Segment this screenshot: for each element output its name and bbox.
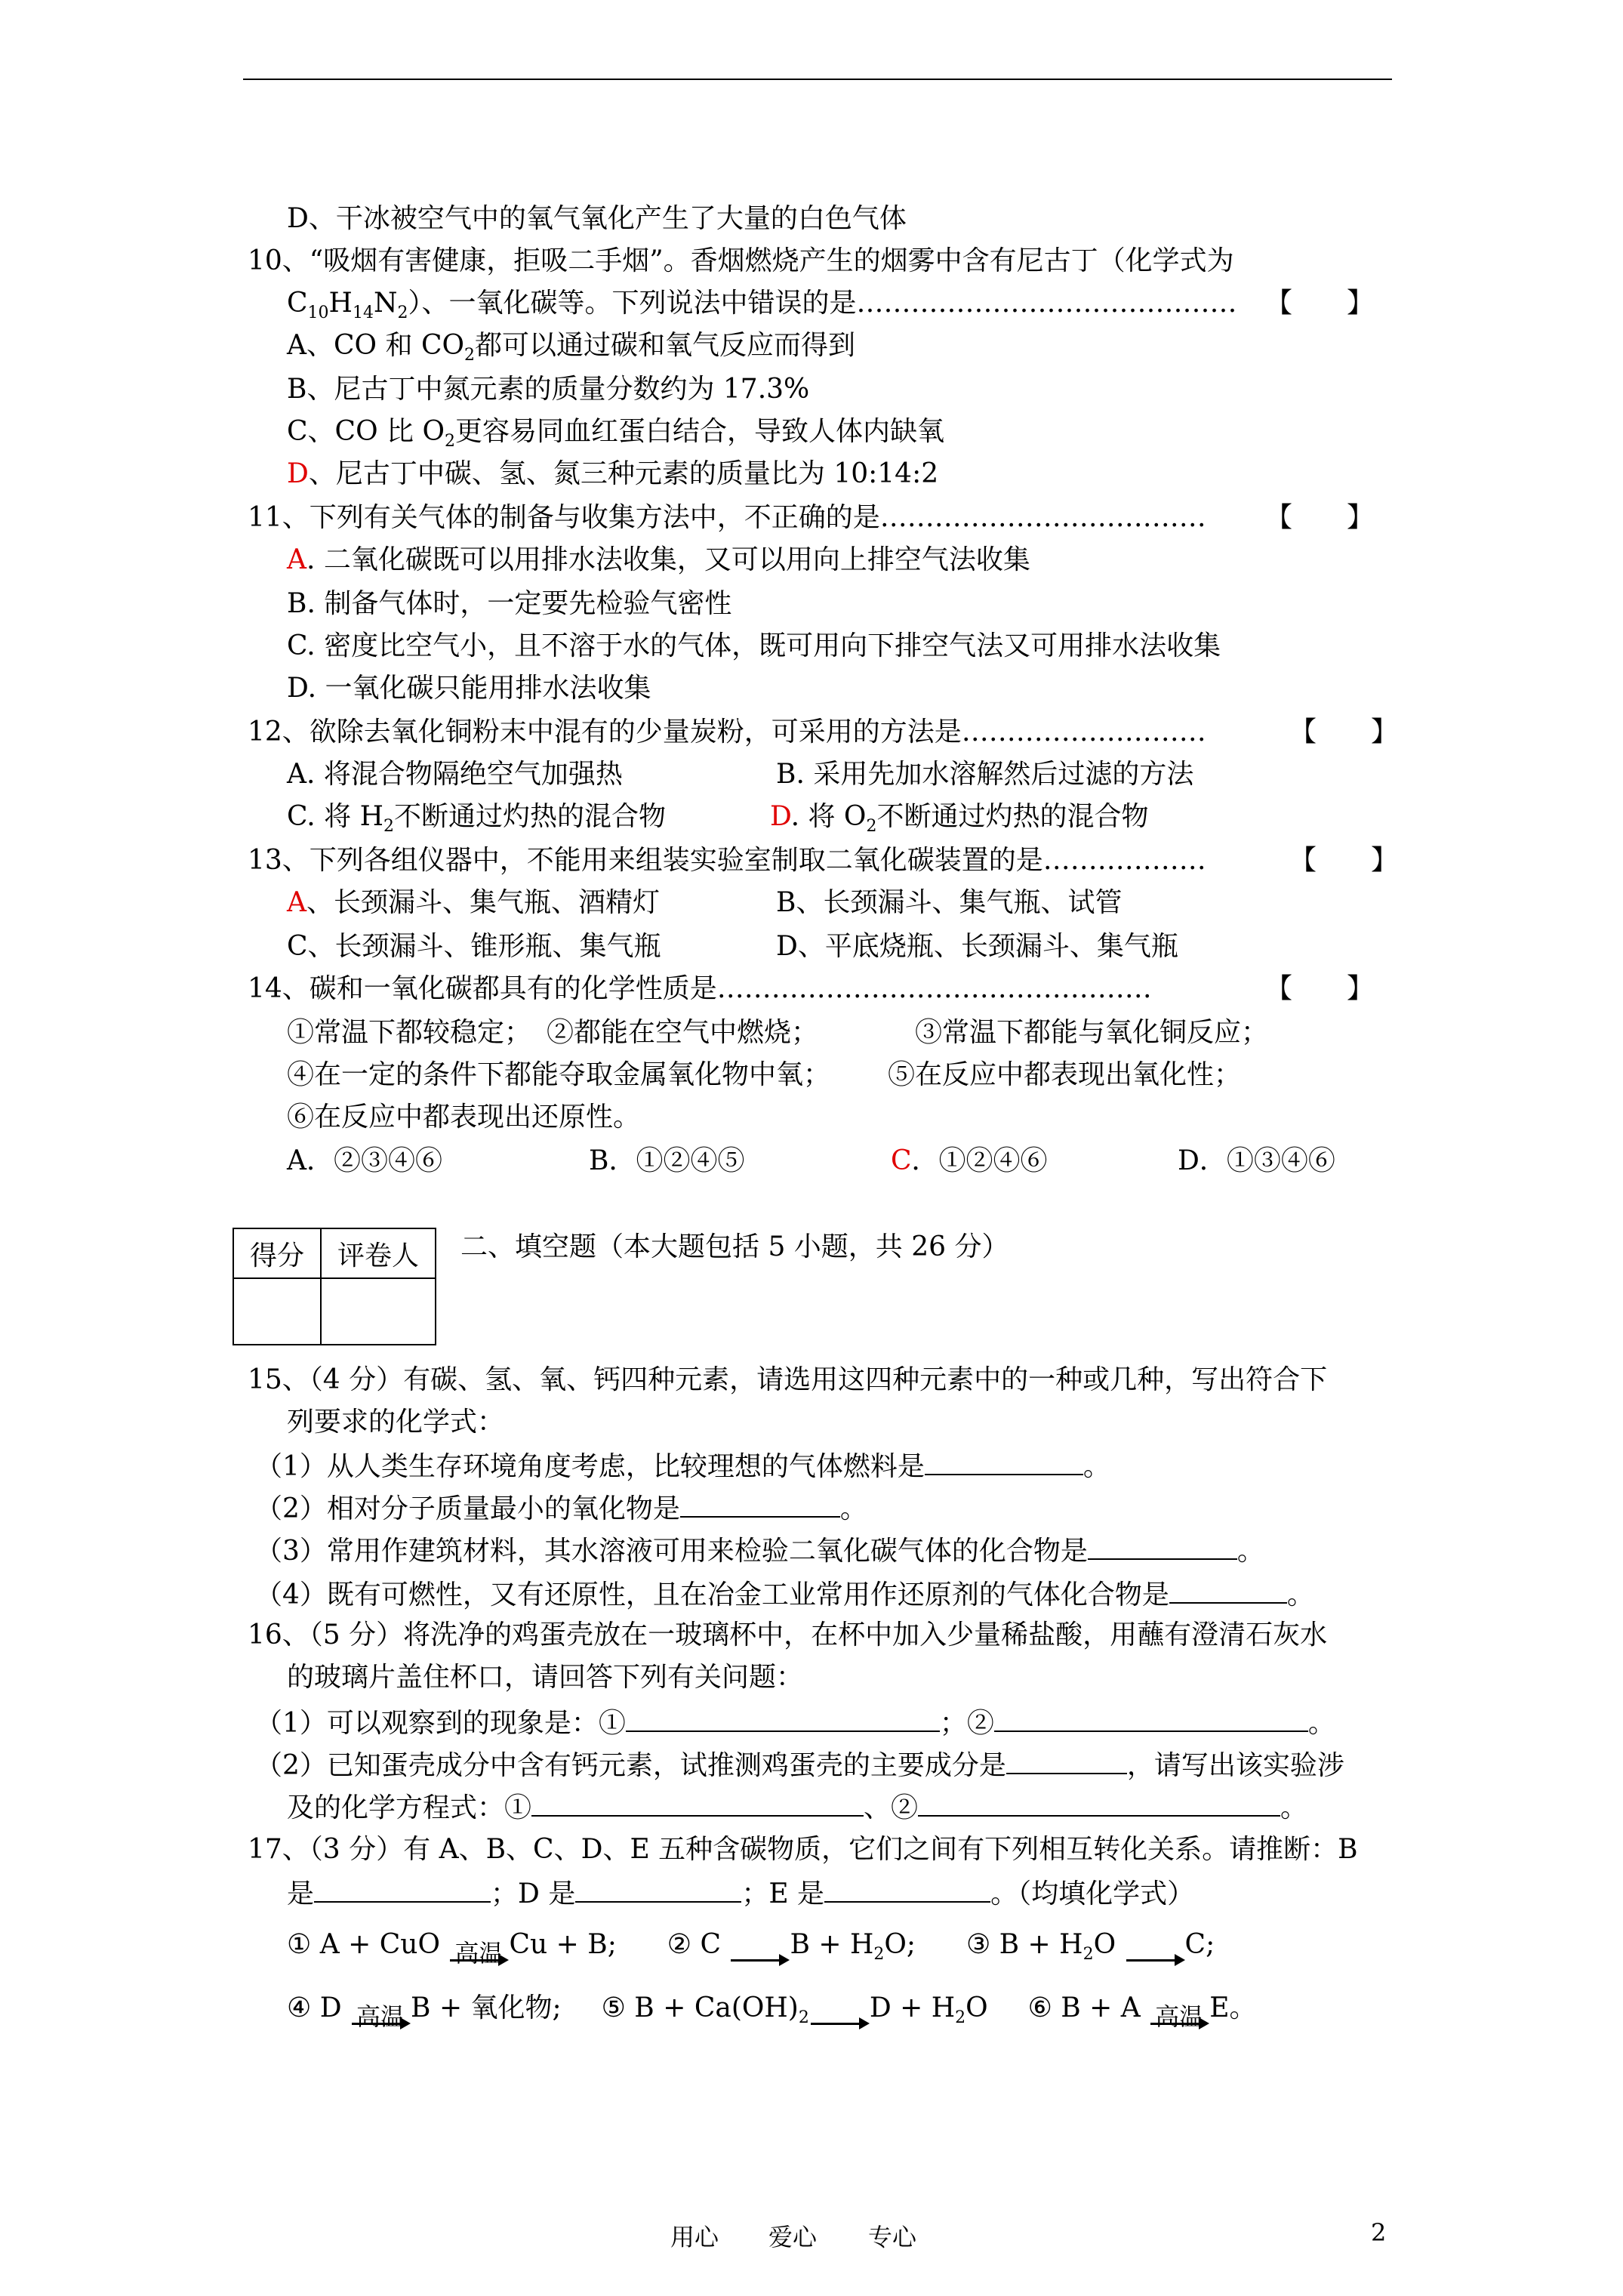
q14-prop-4: ④在一定的条件下都能夺取金属氧化物中氧；: [287, 1059, 831, 1090]
q10-answer-bracket: 【 】: [1265, 288, 1375, 319]
q11-stem: 11、下列有关气体的制备与收集方法中，不正确的是………………………………: [248, 502, 1206, 533]
footer-word-2: 爱心: [768, 2223, 818, 2251]
q11-answer-bracket: 【 】: [1265, 502, 1375, 533]
q14-prop-5: ⑤在反应中都表现出氧化性；: [888, 1059, 1242, 1090]
reaction-5: ⑤ $B + Ca(OH)_2$ $D + H_2O$: [602, 1992, 988, 2023]
q16-blank-1[interactable]: [626, 1705, 940, 1732]
reaction-3: ③ $B + H_2O$ C;: [966, 1929, 1215, 1960]
q15-blank-1[interactable]: [925, 1448, 1083, 1475]
q10-option-b: B、尼古丁中氮元素的质量分数约为 17.3%: [287, 374, 810, 405]
q9-option-d: D、干冰被空气中的氧气氧化产生了大量的白色气体: [287, 203, 907, 234]
q12-option-a: A. 将混合物隔绝空气加强热: [287, 759, 623, 790]
footer-word-3: 专心: [868, 2223, 917, 2251]
q14-prop-2: ②都能在空气中燃烧；: [547, 1017, 819, 1048]
q17-blank-b[interactable]: [314, 1875, 491, 1903]
q12-option-b: B. 采用先加水溶解然后过滤的方法: [776, 759, 1194, 790]
q10-option-c: C、CO 比 $O_2$更容易同血红蛋白结合，导致人体内缺氧: [287, 416, 945, 451]
reaction-2: ② C $B + H_2O$;: [667, 1929, 916, 1960]
arrow-icon: [809, 2002, 870, 2035]
q16-stem: 16、（5 分）将洗净的鸡蛋壳放在一玻璃杯中，在杯中加入少量稀盐酸，用蘸有澄清石灰水: [248, 1620, 1328, 1650]
q14-stem: 14、碳和一氧化碳都具有的化学性质是…………………………………………: [248, 973, 1152, 1004]
q12-stem: 12、欲除去氧化铜粉末中混有的少量炭粉，可采用的方法是………………………: [248, 717, 1206, 747]
q14-option-c: C．①②④⑥: [891, 1145, 1048, 1176]
q13-answer-bracket: 【 】: [1289, 845, 1399, 876]
arrow-high-temp-icon: 高温: [1149, 2002, 1209, 2035]
q12-answer-bracket: 【 】: [1289, 717, 1399, 747]
q14-answer-bracket: 【 】: [1265, 973, 1375, 1004]
q16-blank-3[interactable]: [1006, 1747, 1127, 1774]
q15-blank-2[interactable]: [680, 1490, 840, 1518]
score-cell[interactable]: [233, 1278, 321, 1345]
q15-sub-1: （1）从人类生存环境角度考虑，比较理想的气体燃料是 。: [255, 1448, 1110, 1484]
q17-reaction-row-2: [287, 1992, 1257, 2035]
score-label: 得分: [233, 1228, 321, 1278]
arrow-icon: [1125, 1938, 1185, 1971]
q13-option-a: A、长颈漏斗、集气瓶、酒精灯: [287, 887, 661, 918]
q12-option-c: C. 将 $H_2$不断通过灼热的混合物: [287, 801, 667, 837]
q13-option-d: D、平底烧瓶、长颈漏斗、集气瓶: [776, 931, 1178, 962]
q10-stem-2: $C_{10}H_{14}N_2$）、一氧化碳等。下列说法中错误的是……………………………………: [287, 288, 1237, 323]
q16-blank-5[interactable]: [918, 1789, 1280, 1817]
score-table: [233, 1228, 436, 1345]
q12-option-d: D. 将 $O_2$不断通过灼热的混合物: [770, 801, 1149, 837]
q17-blank-d[interactable]: [575, 1875, 741, 1903]
grader-label: 评卷人: [321, 1228, 436, 1278]
q15-sub-2: （2）相对分子质量最小的氧化物是 。: [255, 1490, 867, 1526]
q11-option-b: B. 制备气体时，一定要先检验气密性: [287, 588, 732, 619]
q14-option-a: A．②③④⑥: [287, 1145, 442, 1176]
header-rule: [243, 79, 1392, 80]
q11-option-c: C. 密度比空气小，且不溶于水的气体，既可用向下排空气法又可用排水法收集: [287, 630, 1221, 661]
arrow-icon: [729, 1938, 790, 1971]
reaction-4: ④ D 高温 B + 氧化物;: [287, 1992, 562, 2023]
q17-blank-e[interactable]: [824, 1875, 990, 1903]
q14-option-b: B．①②④⑤: [589, 1145, 745, 1176]
q16-sub-2: （2）已知蛋壳成分中含有钙元素，试推测鸡蛋壳的主要成分是 ，请写出该实验涉: [255, 1747, 1344, 1783]
q11-option-a: A. 二氧化碳既可以用排水法收集，又可以用向上排空气法收集: [287, 544, 1030, 575]
q14-prop-1: ①常温下都较稳定；: [287, 1017, 532, 1048]
q15-stem: 15、（4 分）有碳、氢、氧、钙四种元素，请选用这四种元素中的一种或几种，写出符合下: [248, 1364, 1328, 1395]
q16-stem-2: 的玻璃片盖住杯口，请回答下列有关问题：: [287, 1662, 804, 1693]
q17-stem: 17、（3 分）有 A、B、C、D、E 五种含碳物质，它们之间有下列相互转化关系。请推断：B: [248, 1834, 1358, 1865]
q11-option-d: D. 一氧化碳只能用排水法收集: [287, 673, 651, 704]
footer-word-1: 用心: [670, 2223, 719, 2251]
reaction-1: ① A + CuO 高温 Cu + B;: [287, 1929, 617, 1960]
q16-sub-3: 及的化学方程式：① 、② 。: [287, 1789, 1307, 1825]
page-number: 2: [1371, 2218, 1387, 2247]
q13-option-c: C、长颈漏斗、锥形瓶、集气瓶: [287, 931, 661, 962]
q17-stem-2: 是 ；D 是 ；E 是 。（均填化学式）: [287, 1875, 1194, 1911]
q10-stem: 10、“吸烟有害健康，拒吸二手烟”。香烟燃烧产生的烟雾中含有尼古丁（化学式为: [248, 245, 1234, 276]
arrow-high-temp-icon: 高温: [448, 1938, 509, 1971]
arrow-high-temp-icon: 高温: [350, 2002, 411, 2035]
q10-option-d: D、尼古丁中碳、氢、氮三种元素的质量比为 10:14:2: [287, 458, 939, 489]
q16-blank-4[interactable]: [531, 1789, 864, 1817]
q16-blank-2[interactable]: [994, 1705, 1308, 1732]
q13-option-b: B、长颈漏斗、集气瓶、试管: [776, 887, 1123, 918]
q14-prop-6: ⑥在反应中都表现出还原性。: [287, 1102, 641, 1133]
q15-sub-4: （4）既有可燃性，又有还原性，且在冶金工业常用作还原剂的气体化合物是 。: [255, 1576, 1314, 1612]
q15-stem-2: 列要求的化学式：: [287, 1407, 505, 1438]
q14-prop-3: ③常温下都能与氧化铜反应；: [915, 1017, 1269, 1048]
q13-stem: 13、下列各组仪器中，不能用来组装实验室制取二氧化碳装置的是………………: [248, 845, 1206, 876]
q15-sub-3: （3）常用作建筑材料，其水溶液可用来检验二氧化碳气体的化合物是 。: [255, 1533, 1264, 1568]
section-2-title: 二、填空题（本大题包括 5 小题，共 26 分）: [460, 1231, 1009, 1262]
q17-reaction-row-1: [287, 1928, 1215, 1971]
q10-option-a: A、CO 和 $CO_2$都可以通过碳和氧气反应而得到: [287, 330, 856, 365]
q16-sub-1: （1）可以观察到的现象是：① ；② 。: [255, 1705, 1335, 1740]
reaction-6: ⑥ B + A 高温 E。: [1028, 1992, 1257, 2023]
grader-cell[interactable]: [321, 1278, 436, 1345]
q14-option-d: D．①③④⑥: [1178, 1145, 1335, 1176]
q15-blank-4[interactable]: [1169, 1576, 1287, 1604]
q15-blank-3[interactable]: [1088, 1533, 1237, 1560]
